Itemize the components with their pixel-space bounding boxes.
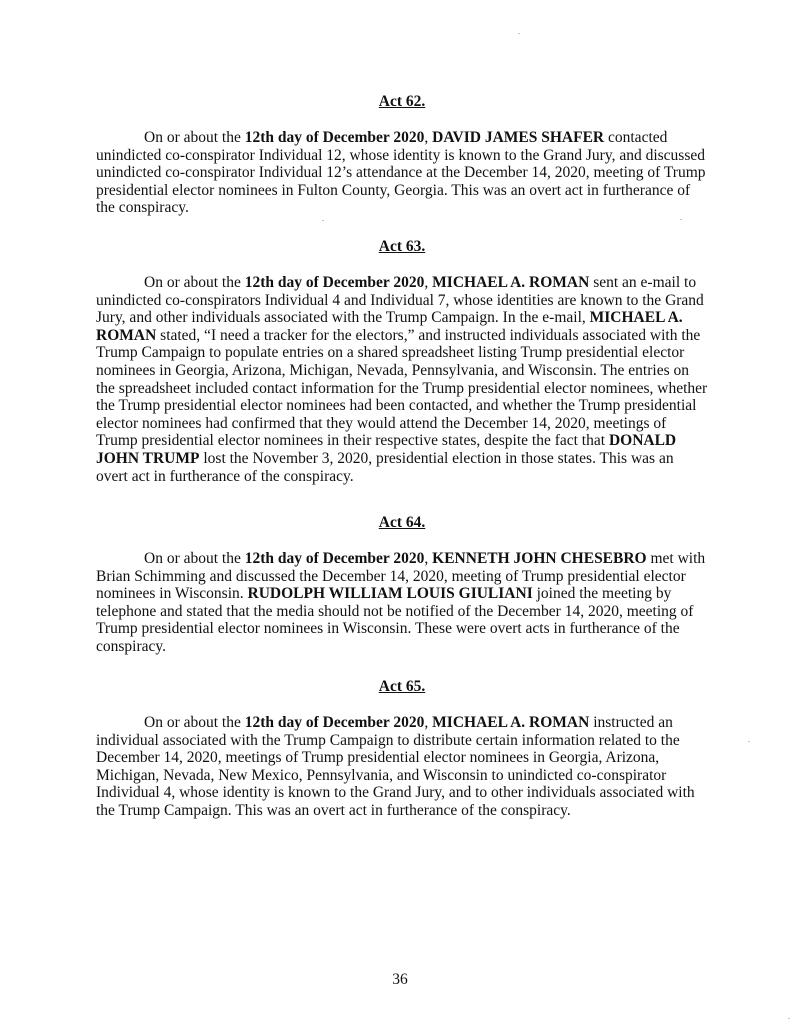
scan-speck bbox=[680, 219, 682, 220]
act-63-heading: Act 63. bbox=[378, 238, 426, 255]
act-64-defendant: KENNETH JOHN CHESEBRO bbox=[432, 550, 647, 567]
act-62-defendant: DAVID JAMES SHAFER bbox=[432, 129, 605, 146]
act-63-paragraph: On or about the 12th day of December 2020, MICHAEL A. ROMAN sent an e-mail to unindicted co-conspirators Individual 4 and Individual 7, whose identities are known to the Grand Jury, and other individuals associated with the Trump Campaign. In the e-mail, MICHAEL A. ROMAN stated, “I need a tracker for the electors,” and instructed individuals associated with the Trump Campaign to populate entries on a shared spreadsheet listing Trump presidential elector nominees in Georgia, Arizona, Michigan, Nevada, Pennsylvania, and Wisconsin. The entries on the spreadsheet included contact information for the Trump presidential elector nominees, whether the Trump presidential elector nominees had been contacted, and whether the Trump presidential elector nominees had confirmed that they would attend the December 14, 2020, meetings of Trump presidential elector nominees in their respective states, despite the fact that DONALD JOHN TRUMP lost the November 3, 2020, presidential election in those states. This was an overt act in furtherance of the conspiracy. bbox=[96, 274, 708, 485]
scan-speck bbox=[788, 1018, 790, 1019]
act-64-date: 12th day of December 2020 bbox=[244, 550, 425, 567]
act-65-defendant: MICHAEL A. ROMAN bbox=[432, 714, 590, 731]
page-number: 36 bbox=[392, 971, 408, 988]
act-65-date: 12th day of December 2020 bbox=[244, 714, 425, 731]
scan-speck bbox=[518, 33, 520, 34]
act-62-heading: Act 62. bbox=[378, 93, 426, 110]
act-63-defendant-3: DONALD JOHN TRUMP bbox=[96, 432, 677, 467]
act-65-heading: Act 65. bbox=[378, 678, 426, 695]
act-65-section bbox=[96, 678, 708, 820]
act-64-heading: Act 64. bbox=[378, 514, 426, 531]
act-62-section bbox=[96, 93, 708, 217]
act-64-paragraph: On or about the 12th day of December 2020, KENNETH JOHN CHESEBRO met with Brian Schimming and discussed the December 14, 2020, meeting of Trump presidential elector nominees in Wisconsin. RUDOLPH WILLIAM LOUIS GIULIANI joined the meeting by telephone and stated that the media should not be notified of the December 14, 2020, meeting of Trump presidential elector nominees in Wisconsin. These were overt acts in furtherance of the conspiracy. bbox=[96, 550, 706, 655]
act-64-section bbox=[96, 514, 708, 656]
scan-speck bbox=[748, 741, 750, 742]
act-62-date: 12th day of December 2020 bbox=[244, 129, 425, 146]
act-65-paragraph: On or about the 12th day of December 2020, MICHAEL A. ROMAN instructed an individual associated with the Trump Campaign to distribute certain information related to the December 14, 2020, meetings of Trump presidential elector nominees in Georgia, Arizona, Michigan, Nevada, New Mexico, Pennsylvania, and Wisconsin to unindicted co-conspirator Individual 4, whose identity is known to the Grand Jury, and to other individuals associated with the Trump Campaign. This was an overt act in furtherance of the conspiracy. bbox=[96, 714, 695, 819]
act-63-date: 12th day of December 2020 bbox=[244, 274, 425, 291]
act-63-defendant-2: MICHAEL A. ROMAN bbox=[96, 309, 683, 344]
scan-speck bbox=[322, 220, 324, 221]
act-63-section bbox=[96, 238, 708, 485]
act-64-defendant-2: RUDOLPH WILLIAM LOUIS GIULIANI bbox=[247, 585, 533, 603]
act-63-defendant: MICHAEL A. ROMAN bbox=[432, 274, 590, 291]
act-62-paragraph: On or about the 12th day of December 2020, DAVID JAMES SHAFER contacted unindicted co-conspirator Individual 12, whose identity is known to the Grand Jury, and discussed unindicted co-conspirator Individual 12’s attendance at the December 14, 2020, meeting of Trump presidential elector nominees in Fulton County, Georgia. This was an overt act in furtherance of the conspiracy. bbox=[96, 129, 706, 217]
